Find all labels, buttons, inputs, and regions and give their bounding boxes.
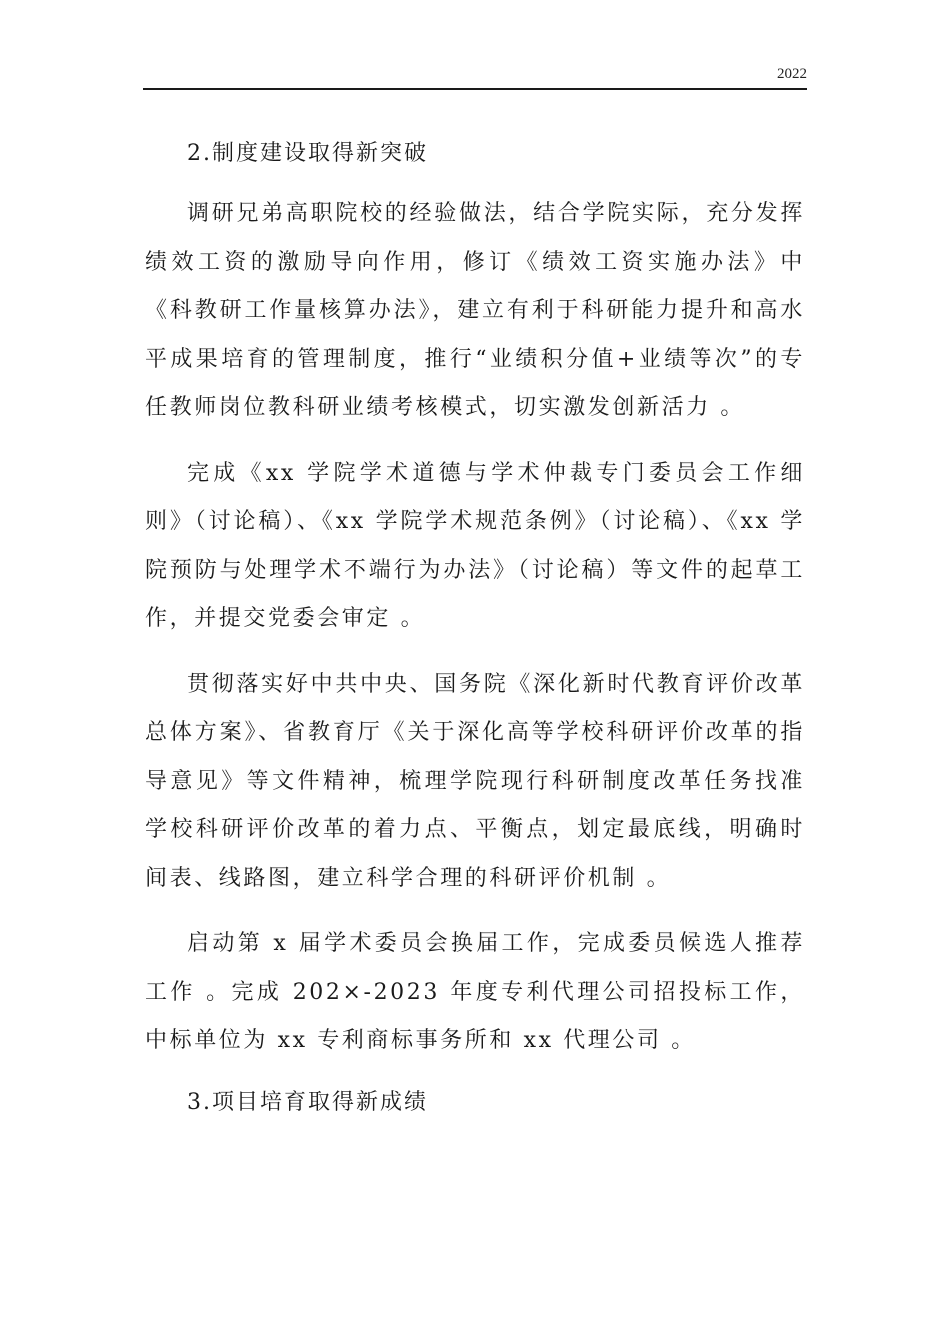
section-heading-2: 2.制度建设取得新突破 xyxy=(187,141,428,166)
paragraph-research-evaluation-reform: 贯彻落实好中共中央、国务院《深化新时代教育评价改革总体方案》、省教育厅《关于深化高等学校科研评价改革的指导意见》等文件精神，梳理学院现行科研制度改革任务找准学校科研评价改革的着力点、平衡点，划定最底线，明确时间表、线路图，建立科学合理的科研评价机制 。 xyxy=(145,671,805,891)
document-body xyxy=(145,134,805,1139)
page-header xyxy=(143,62,807,90)
paragraph-academic-rules-drafting: 完成《xx 学院学术道德与学术仲裁专门委员会工作细则》（讨论稿）、《xx 学院学术规范条例》（讨论稿）、《xx 学院预防与处理学术不端行为办法》（讨论稿）等文件的起草工作，并提交党委会审定 。 xyxy=(145,460,805,631)
paragraph-committee-and-tender: 启动第 x 届学术委员会换届工作，完成委员候选人推荐工作 。完成 202×-2023 年度专利代理公司招投标工作，中标单位为 xx 专利商标事务所和 xx 代理公司 。 xyxy=(145,931,805,1053)
paragraph-performance-reform: 调研兄弟高职院校的经验做法，结合学院实际，充分发挥绩效工资的激励导向作用，修订《绩效工资实施办法》中《科教研工作量核算办法》，建立有利于科研能力提升和高水平成果培育的管理制度，推行“业绩积分值+业绩等次”的专任教师岗位教科研业绩考核模式，切实激发创新活力 。 xyxy=(145,201,805,420)
section-heading-3: 3.项目培育取得新成绩 xyxy=(187,1089,428,1115)
header-year: 2022 xyxy=(777,66,807,82)
